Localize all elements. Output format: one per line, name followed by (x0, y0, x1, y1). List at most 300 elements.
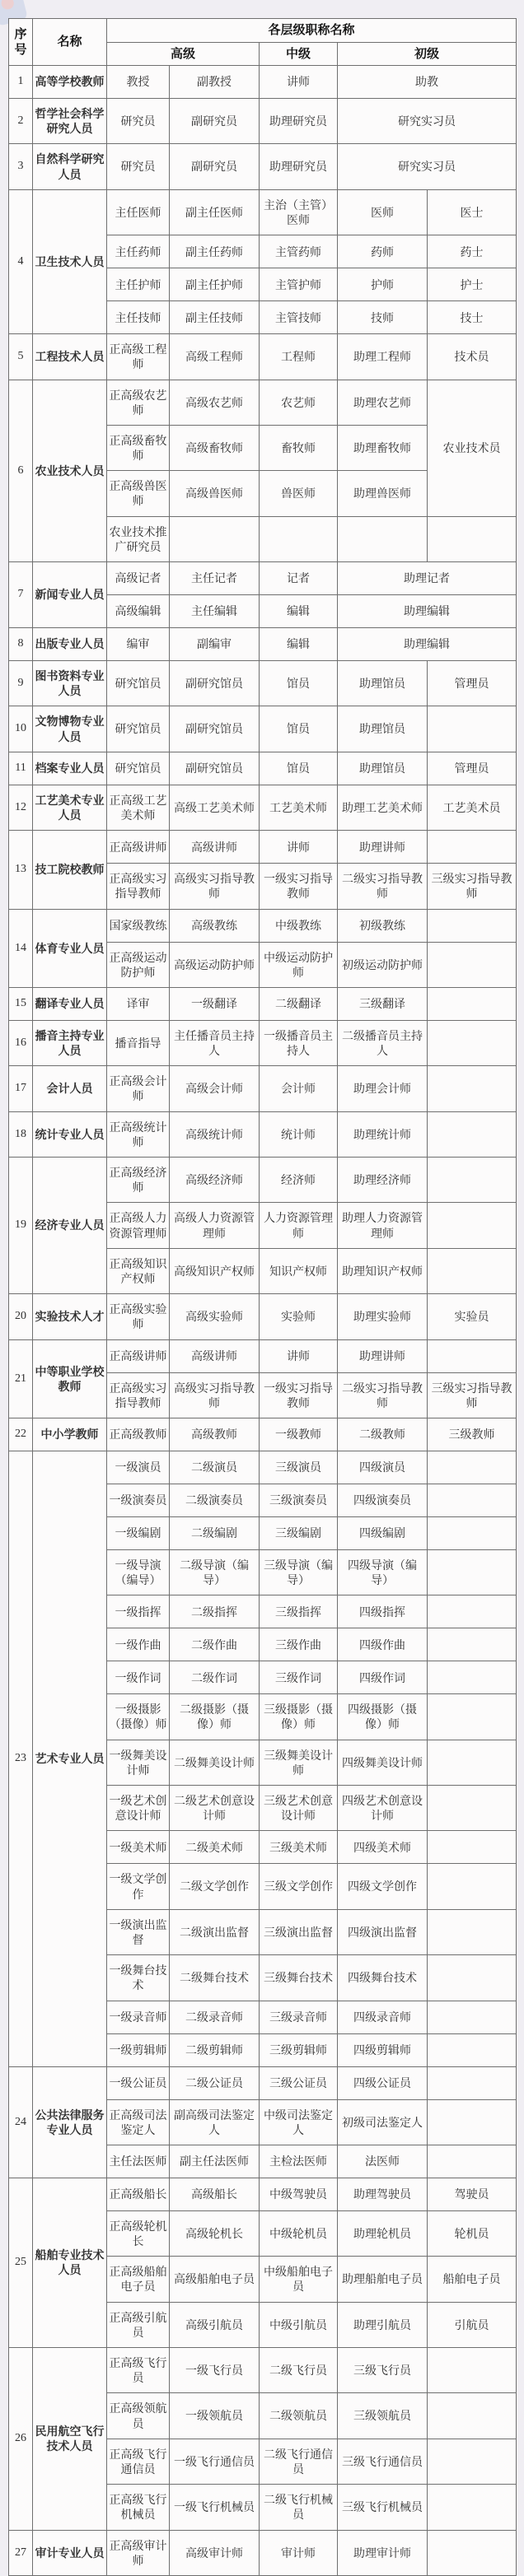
title-cell: 三级文学创作 (260, 1864, 338, 1909)
title-cell: 正高级船长 (107, 2178, 170, 2210)
table-row (9, 99, 517, 144)
title-cell: 编辑 (260, 628, 338, 661)
title-cell: 正高级兽医师 (107, 471, 170, 516)
title-cell: 一级演奏员 (107, 1484, 170, 1516)
title-cell: 一级飞行员 (170, 2348, 260, 2393)
title-cell: 主任播音员主持人 (170, 1020, 260, 1065)
title-cell: 三级演员 (260, 1451, 338, 1484)
row-name: 文物博物专业人员 (33, 706, 107, 752)
title-cell: 助理轮机员 (338, 2210, 428, 2256)
title-cell: 二级艺术创意设计师 (170, 1786, 260, 1831)
row-index: 12 (9, 785, 33, 830)
title-cell: 高级审计师 (170, 2530, 260, 2575)
title-cell: 三级美术师 (260, 1831, 338, 1864)
title-cell: 副研究馆员 (170, 752, 260, 785)
title-cell: 农艺师 (260, 380, 338, 425)
table-row (9, 562, 517, 595)
title-cell: 四级作曲 (338, 1628, 428, 1661)
title-cell: 三级导演（编导） (260, 1549, 338, 1595)
title-cell: 二级摄影（摄像）师 (170, 1694, 260, 1740)
title-cell: 编辑 (260, 595, 338, 628)
title-cell: 二级导演（编导） (170, 1549, 260, 1595)
title-cell: 研究馆员 (107, 661, 170, 706)
row-name: 哲学社会科学研究人员 (33, 99, 107, 144)
title-cell: 农业技术员 (428, 380, 517, 516)
title-cell: 轮机员 (428, 2210, 517, 2256)
title-cell: 助理讲师 (338, 1339, 428, 1372)
title-cell: 主任法医师 (107, 2145, 170, 2178)
title-cell: 技师 (338, 301, 428, 334)
title-cell: 一级美术师 (107, 1831, 170, 1864)
title-cell: 高级教练 (170, 909, 260, 942)
row-index: 27 (9, 2530, 33, 2575)
title-cell: 主管护师 (260, 268, 338, 301)
title-cell: 高级实验师 (170, 1294, 260, 1339)
row-index: 8 (9, 628, 33, 661)
title-cell: 三级舞美设计师 (260, 1740, 338, 1785)
title-cell: 高级工艺美术师 (170, 785, 260, 830)
title-cell: 播音指导 (107, 1020, 170, 1065)
title-cell (428, 1158, 517, 1203)
title-cell (428, 1909, 517, 1954)
title-cell: 技术员 (428, 334, 517, 380)
title-cell: 三级实习指导教师 (428, 864, 517, 909)
title-cell: 四级演出监督 (338, 1909, 428, 1954)
title-cell: 三级公证员 (260, 2066, 338, 2099)
title-cell: 一级剪辑师 (107, 2033, 170, 2066)
title-cell (428, 2485, 517, 2530)
title-cell: 实验员 (428, 1294, 517, 1339)
title-cell: 一级实习指导教师 (260, 864, 338, 909)
title-cell (428, 1203, 517, 1248)
title-cell: 审计师 (260, 2530, 338, 2575)
title-cell: 正高级讲师 (107, 1339, 170, 1372)
title-cell: 正高级引航员 (107, 2302, 170, 2347)
header-name: 名称 (33, 19, 107, 66)
title-cell (428, 706, 517, 752)
title-cell: 二级教师 (338, 1418, 428, 1451)
title-cell: 记者 (260, 562, 338, 595)
header-senior: 高级 (107, 42, 260, 66)
row-name: 新闻专业人员 (33, 562, 107, 628)
title-cell (428, 1786, 517, 1831)
title-cell (428, 942, 517, 987)
title-cell: 助教 (338, 66, 517, 99)
title-cell: 副研究员 (170, 144, 260, 189)
title-cell: 高级轮机长 (170, 2210, 260, 2256)
title-cell (428, 909, 517, 942)
table-row (9, 1158, 517, 1203)
header-mid: 中级 (260, 42, 338, 66)
row-name: 卫生技术人员 (33, 189, 107, 333)
title-cell (428, 1020, 517, 1065)
title-cell: 正高级飞行员 (107, 2348, 170, 2393)
title-cell: 主任编辑 (170, 595, 260, 628)
title-cell: 二级剪辑师 (170, 2033, 260, 2066)
title-cell: 馆员 (260, 752, 338, 785)
title-cell: 主管技师 (260, 301, 338, 334)
title-cell: 副主任技师 (170, 301, 260, 334)
title-cell: 二级指挥 (170, 1595, 260, 1628)
title-cell: 四级作词 (338, 1661, 428, 1694)
title-cell: 一级实习指导教师 (260, 1372, 338, 1418)
title-cell: 人力资源管理师 (260, 1203, 338, 1248)
titles-table (8, 18, 517, 2576)
title-cell: 中级司法鉴定人 (260, 2099, 338, 2145)
title-cell: 主任记者 (170, 562, 260, 595)
title-cell: 三级摄影（摄像）师 (260, 1694, 338, 1740)
title-cell: 工艺美术员 (428, 785, 517, 830)
title-cell (428, 987, 517, 1020)
title-cell: 高级兽医师 (170, 471, 260, 516)
table-row (9, 2348, 517, 2393)
title-cell: 正高级实习指导教师 (107, 1372, 170, 1418)
title-cell: 讲师 (260, 66, 338, 99)
table-row (9, 334, 517, 380)
title-cell: 二级录音师 (170, 2001, 260, 2033)
title-cell: 四级演奏员 (338, 1484, 428, 1516)
title-cell: 主任护师 (107, 268, 170, 301)
title-cell: 国家级教练 (107, 909, 170, 942)
row-index: 7 (9, 562, 33, 628)
title-cell: 正高级船舶电子员 (107, 2257, 170, 2302)
title-cell: 四级艺术创意设计师 (338, 1786, 428, 1831)
title-cell: 二级飞行通信员 (260, 2439, 338, 2484)
title-cell: 工程师 (260, 334, 338, 380)
row-index: 23 (9, 1451, 33, 2066)
row-name: 体育专业人员 (33, 909, 107, 987)
title-cell (428, 1864, 517, 1909)
title-cell (428, 1111, 517, 1157)
title-cell: 三级实习指导教师 (428, 1372, 517, 1418)
title-cell (260, 516, 338, 561)
table-row (9, 1294, 517, 1339)
title-cell: 主任药师 (107, 235, 170, 268)
title-cell: 助理讲师 (338, 831, 428, 864)
title-cell: 讲师 (260, 831, 338, 864)
title-cell: 一级飞行机械员 (170, 2485, 260, 2530)
title-cell: 高级农艺师 (170, 380, 260, 425)
title-cell: 二级演奏员 (170, 1484, 260, 1516)
title-cell: 二级播音员主持人 (338, 1020, 428, 1065)
title-cell (428, 2099, 517, 2145)
title-cell: 副教授 (170, 66, 260, 99)
title-cell: 实验师 (260, 1294, 338, 1339)
title-cell: 中级轮机员 (260, 2210, 338, 2256)
title-cell: 初级运动防护师 (338, 942, 428, 987)
title-cell (428, 2393, 517, 2439)
title-cell: 一级作词 (107, 1661, 170, 1694)
title-cell: 一级艺术创意设计师 (107, 1786, 170, 1831)
title-cell: 正高级飞行机械员 (107, 2485, 170, 2530)
title-cell: 副研究馆员 (170, 661, 260, 706)
title-cell: 二级飞行机械员 (260, 2485, 338, 2530)
title-cell: 助理记者 (338, 562, 517, 595)
row-index: 19 (9, 1158, 33, 1294)
title-cell: 四级美术师 (338, 1831, 428, 1864)
table-row (9, 987, 517, 1020)
title-cell: 三级舞台技术 (260, 1955, 338, 2001)
title-cell: 高级船长 (170, 2178, 260, 2210)
title-cell: 兽医师 (260, 471, 338, 516)
row-name: 播音主持专业人员 (33, 1020, 107, 1065)
table-row (9, 831, 517, 864)
title-cell: 教授 (107, 66, 170, 99)
title-cell: 助理会计师 (338, 1066, 428, 1111)
row-name: 会计人员 (33, 1066, 107, 1111)
title-cell: 高级引航员 (170, 2302, 260, 2347)
title-cell: 高级船舶电子员 (170, 2257, 260, 2302)
title-cell: 管理员 (428, 661, 517, 706)
title-cell: 农业技术推广研究员 (107, 516, 170, 561)
title-cell: 助理馆员 (338, 752, 428, 785)
title-cell: 助理兽医师 (338, 471, 428, 516)
title-cell: 一级飞行通信员 (170, 2439, 260, 2484)
title-cell: 高级实习指导教师 (170, 864, 260, 909)
row-index: 14 (9, 909, 33, 987)
row-index: 4 (9, 189, 33, 333)
title-cell: 四级公证员 (338, 2066, 428, 2099)
title-cell: 三级演奏员 (260, 1484, 338, 1516)
title-cell: 主治（主管）医师 (260, 189, 338, 235)
title-cell: 译审 (107, 987, 170, 1020)
title-cell: 引航员 (428, 2302, 517, 2347)
title-cell: 副主任护师 (170, 268, 260, 301)
title-cell: 二级文学创作 (170, 1864, 260, 1909)
title-cell: 三级翻译 (338, 987, 428, 1020)
row-name: 中等职业学校教师 (33, 1339, 107, 1418)
title-cell (428, 2066, 517, 2099)
title-cell: 二级翻译 (260, 987, 338, 1020)
title-cell: 四级剪辑师 (338, 2033, 428, 2066)
title-cell (428, 1628, 517, 1661)
title-cell: 主任技师 (107, 301, 170, 334)
title-cell: 二级美术师 (170, 1831, 260, 1864)
title-cell: 三级教师 (428, 1418, 517, 1451)
title-cell: 研究员 (107, 144, 170, 189)
title-cell: 一级教师 (260, 1418, 338, 1451)
title-cell: 中级船舶电子员 (260, 2257, 338, 2302)
title-cell: 副研究馆员 (170, 706, 260, 752)
title-cell: 助理船舶电子员 (338, 2257, 428, 2302)
title-cell: 驾驶员 (428, 2178, 517, 2210)
row-name: 审计专业人员 (33, 2530, 107, 2575)
title-cell (428, 1549, 517, 1595)
table-row (9, 1020, 517, 1065)
title-cell: 正高级工程师 (107, 334, 170, 380)
title-cell: 一级演员 (107, 1451, 170, 1484)
row-name: 船舶专业技术人员 (33, 2178, 107, 2347)
title-cell (428, 2348, 517, 2393)
title-cell: 中级驾驶员 (260, 2178, 338, 2210)
title-cell: 助理引航员 (338, 2302, 428, 2347)
title-cell: 正高级讲师 (107, 831, 170, 864)
title-cell (428, 831, 517, 864)
title-cell: 初级司法鉴定人 (338, 2099, 428, 2145)
title-cell: 一级导演（编导） (107, 1549, 170, 1595)
row-index: 3 (9, 144, 33, 189)
title-cell: 助理农艺师 (338, 380, 428, 425)
title-cell (428, 1248, 517, 1293)
title-cell: 二级演出监督 (170, 1909, 260, 1954)
title-cell: 一级指挥 (107, 1595, 170, 1628)
title-cell: 正高级运动防护师 (107, 942, 170, 987)
table-row (9, 1111, 517, 1157)
table-row (9, 706, 517, 752)
title-cell: 正高级领航员 (107, 2393, 170, 2439)
title-cell: 会计师 (260, 1066, 338, 1111)
row-name: 艺术专业人员 (33, 1451, 107, 2066)
title-cell: 高级编辑 (107, 595, 170, 628)
table-row (9, 752, 517, 785)
table-row (9, 661, 517, 706)
title-cell: 正高级统计师 (107, 1111, 170, 1157)
title-cell: 一级编剧 (107, 1516, 170, 1549)
title-cell: 三级飞行通信员 (338, 2439, 428, 2484)
title-cell (428, 2439, 517, 2484)
title-cell (428, 516, 517, 561)
title-cell: 三级剪辑师 (260, 2033, 338, 2066)
row-name: 档案专业人员 (33, 752, 107, 785)
title-cell: 研究员 (107, 99, 170, 144)
row-name: 技工院校教师 (33, 831, 107, 909)
title-cell: 研究实习员 (338, 144, 517, 189)
title-cell: 副研究员 (170, 99, 260, 144)
title-cell: 三级艺术创意设计师 (260, 1786, 338, 1831)
table-row (9, 1418, 517, 1451)
row-name: 实验技术人才 (33, 1294, 107, 1339)
row-index: 17 (9, 1066, 33, 1111)
row-index: 26 (9, 2348, 33, 2531)
title-cell: 中级运动防护师 (260, 942, 338, 987)
row-name: 公共法律服务专业人员 (33, 2066, 107, 2178)
title-cell (428, 1661, 517, 1694)
title-cell: 统计师 (260, 1111, 338, 1157)
title-cell: 高级工程师 (170, 334, 260, 380)
title-cell: 四级演员 (338, 1451, 428, 1484)
title-cell: 主检法医师 (260, 2145, 338, 2178)
title-cell: 高级记者 (107, 562, 170, 595)
title-cell: 正高级经济师 (107, 1158, 170, 1203)
title-cell: 助理经济师 (338, 1158, 428, 1203)
title-cell: 四级编剧 (338, 1516, 428, 1549)
title-cell: 护士 (428, 268, 517, 301)
title-cell: 管理员 (428, 752, 517, 785)
title-cell: 初级教练 (338, 909, 428, 942)
title-cell: 四级舞美设计师 (338, 1740, 428, 1785)
title-cell: 三级录音师 (260, 2001, 338, 2033)
title-cell: 二级编剧 (170, 1516, 260, 1549)
header-titles: 各层级职称名称 (107, 19, 517, 43)
title-cell: 主管药师 (260, 235, 338, 268)
title-cell (428, 2001, 517, 2033)
table-row (9, 785, 517, 830)
title-cell (428, 1740, 517, 1785)
title-cell: 三级飞行机械员 (338, 2485, 428, 2530)
title-cell: 高级运动防护师 (170, 942, 260, 987)
row-index: 5 (9, 334, 33, 380)
row-name: 统计专业人员 (33, 1111, 107, 1157)
title-cell (428, 2530, 517, 2575)
title-cell: 正高级飞行通信员 (107, 2439, 170, 2484)
title-cell: 二级领航员 (260, 2393, 338, 2439)
table-row (9, 380, 517, 425)
title-cell: 研究馆员 (107, 752, 170, 785)
title-cell: 医师 (338, 189, 428, 235)
title-cell: 正高级会计师 (107, 1066, 170, 1111)
title-cell: 一级演出监督 (107, 1909, 170, 1954)
title-cell: 一级录音师 (107, 2001, 170, 2033)
row-index: 1 (9, 66, 33, 99)
title-cell: 研究实习员 (338, 99, 517, 144)
title-cell: 三级演出监督 (260, 1909, 338, 1954)
title-cell: 助理馆员 (338, 661, 428, 706)
title-cell: 高级人力资源管理师 (170, 1203, 260, 1248)
title-cell: 讲师 (260, 1339, 338, 1372)
title-cell: 正高级农艺师 (107, 380, 170, 425)
title-cell: 经济师 (260, 1158, 338, 1203)
title-cell: 高级讲师 (170, 1339, 260, 1372)
title-cell: 二级实习指导教师 (338, 1372, 428, 1418)
title-cell: 助理编辑 (338, 628, 517, 661)
table-header (9, 19, 517, 66)
title-cell: 一级公证员 (107, 2066, 170, 2099)
header-row-1 (9, 19, 517, 43)
title-cell: 二级飞行员 (260, 2348, 338, 2393)
title-cell: 一级播音员主持人 (260, 1020, 338, 1065)
title-cell: 助理工艺美术师 (338, 785, 428, 830)
table-row (9, 1066, 517, 1111)
title-cell: 三级编剧 (260, 1516, 338, 1549)
row-index: 9 (9, 661, 33, 706)
title-cell: 副编审 (170, 628, 260, 661)
title-cell: 二级舞台技术 (170, 1955, 260, 2001)
row-index: 6 (9, 380, 33, 562)
title-cell: 助理畜牧师 (338, 425, 428, 470)
title-cell: 四级指挥 (338, 1595, 428, 1628)
row-index: 24 (9, 2066, 33, 2178)
title-cell: 医士 (428, 189, 517, 235)
title-cell: 正高级畜牧师 (107, 425, 170, 470)
title-cell (428, 2033, 517, 2066)
title-cell (428, 1451, 517, 1484)
row-name: 自然科学研究人员 (33, 144, 107, 189)
title-cell: 三级领航员 (338, 2393, 428, 2439)
title-cell: 正高级工艺美术师 (107, 785, 170, 830)
title-cell: 高级统计师 (170, 1111, 260, 1157)
title-cell: 三级作曲 (260, 1628, 338, 1661)
title-cell: 副主任医师 (170, 189, 260, 235)
title-cell: 助理知识产权师 (338, 1248, 428, 1293)
title-cell (428, 1339, 517, 1372)
title-cell (428, 1484, 517, 1516)
title-cell (428, 1831, 517, 1864)
title-cell: 三级飞行员 (338, 2348, 428, 2393)
title-cell: 正高级实习指导教师 (107, 864, 170, 909)
row-index: 10 (9, 706, 33, 752)
title-cell: 中级教练 (260, 909, 338, 942)
row-name: 民用航空飞行技术人员 (33, 2348, 107, 2531)
table-row (9, 189, 517, 235)
row-index: 16 (9, 1020, 33, 1065)
header-index: 序号 (9, 19, 33, 66)
title-cell: 高级实习指导教师 (170, 1372, 260, 1418)
title-cell: 副高级司法鉴定人 (170, 2099, 260, 2145)
title-cell: 助理驾驶员 (338, 2178, 428, 2210)
title-cell: 副主任法医师 (170, 2145, 260, 2178)
row-name: 经济专业人员 (33, 1158, 107, 1294)
title-cell (428, 1955, 517, 2001)
